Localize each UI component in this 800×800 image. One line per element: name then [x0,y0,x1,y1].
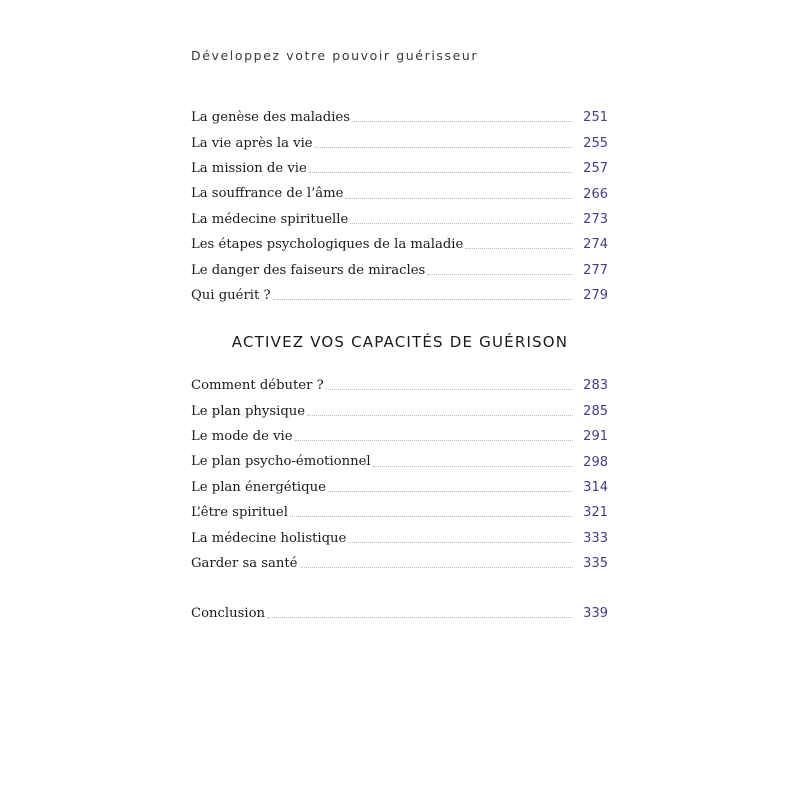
toc-entry-title: La médecine spirituelle [191,211,349,227]
dot-leader [328,490,573,492]
toc-entry [191,277,608,302]
toc-entry [191,201,608,226]
toc-entry-title: La médecine holistique [191,530,347,546]
toc-entry [191,418,608,443]
toc-entry-page: 283 [583,378,608,394]
dot-leader [267,616,573,618]
toc-entry [191,367,608,392]
toc-entry-page: 333 [583,530,608,546]
toc-entry [191,124,608,149]
toc-entry-title: Le plan psycho-émotionnel [191,454,371,470]
dot-leader [352,120,573,122]
toc-entry-title: L’être spirituel [191,505,288,521]
toc-entry-title: Le plan physique [191,403,306,419]
toc-entry-page: 279 [583,288,608,304]
toc-entry-page: 277 [583,262,608,278]
toc-entry [191,469,608,494]
dot-leader [348,541,573,543]
toc-entry-page: 274 [583,237,608,253]
toc-entry-title: La vie après la vie [191,135,313,151]
toc-entry-page: 273 [583,211,608,227]
toc-entry-title: La genèse des maladies [191,110,351,126]
toc-entry-page: 255 [583,135,608,151]
toc-list-part1 [191,99,608,302]
toc-entry [191,251,608,276]
toc-entry-title: Le mode de vie [191,428,293,444]
toc-entry-page: 291 [583,429,608,445]
dot-leader [290,515,573,517]
toc-entry [191,595,608,620]
toc-entry-page: 251 [583,110,608,126]
dot-leader [373,465,574,467]
toc-entry-page: 314 [583,479,608,495]
toc-entry [191,494,608,519]
toc-entry-title: Qui guérit ? [191,287,271,303]
toc-entry-page: 321 [583,505,608,521]
toc-entry-title: Le danger des faiseurs de miracles [191,262,426,278]
dot-leader [427,273,573,275]
dot-leader [326,388,573,390]
toc-entry-page: 266 [583,186,608,202]
dot-leader [300,566,574,568]
toc-entry-title: La souffrance de l’âme [191,186,344,202]
toc-entry [191,545,608,570]
section-heading: ACTIVEZ VOS CAPACITÉS DE GUÉRISON [231,333,569,351]
toc-entry-page: 335 [583,556,608,572]
toc-entry [191,226,608,251]
toc-entry [191,175,608,200]
toc-entry-page: 298 [583,454,608,470]
running-header: Développez votre pouvoir guérisseur [191,48,479,63]
toc-entry-page: 339 [583,606,608,622]
dot-leader [307,414,573,416]
toc-list-part2 [191,367,608,570]
toc-entry [191,443,608,468]
dot-leader [465,247,573,249]
toc-entry-title: Le plan énergétique [191,479,326,495]
toc-entry-title: Conclusion [191,606,266,622]
toc-entry [191,392,608,417]
toc-entry-page: 285 [583,403,608,419]
toc-entry [191,150,608,175]
toc-entry-title: La mission de vie [191,160,307,176]
toc-entry-title: Comment débuter ? [191,378,324,394]
toc-list-part3 [191,595,608,620]
dot-leader [295,439,574,441]
dot-leader [315,146,574,148]
dot-leader [350,222,573,224]
dot-leader [273,298,574,300]
dot-leader [309,171,573,173]
toc-entry [191,519,608,544]
toc-entry [191,99,608,124]
toc-entry-page: 257 [583,161,608,177]
toc-entry-title: Garder sa santé [191,555,298,571]
toc-entry-title: Les étapes psychologiques de la maladie [191,237,464,253]
dot-leader [345,197,573,199]
